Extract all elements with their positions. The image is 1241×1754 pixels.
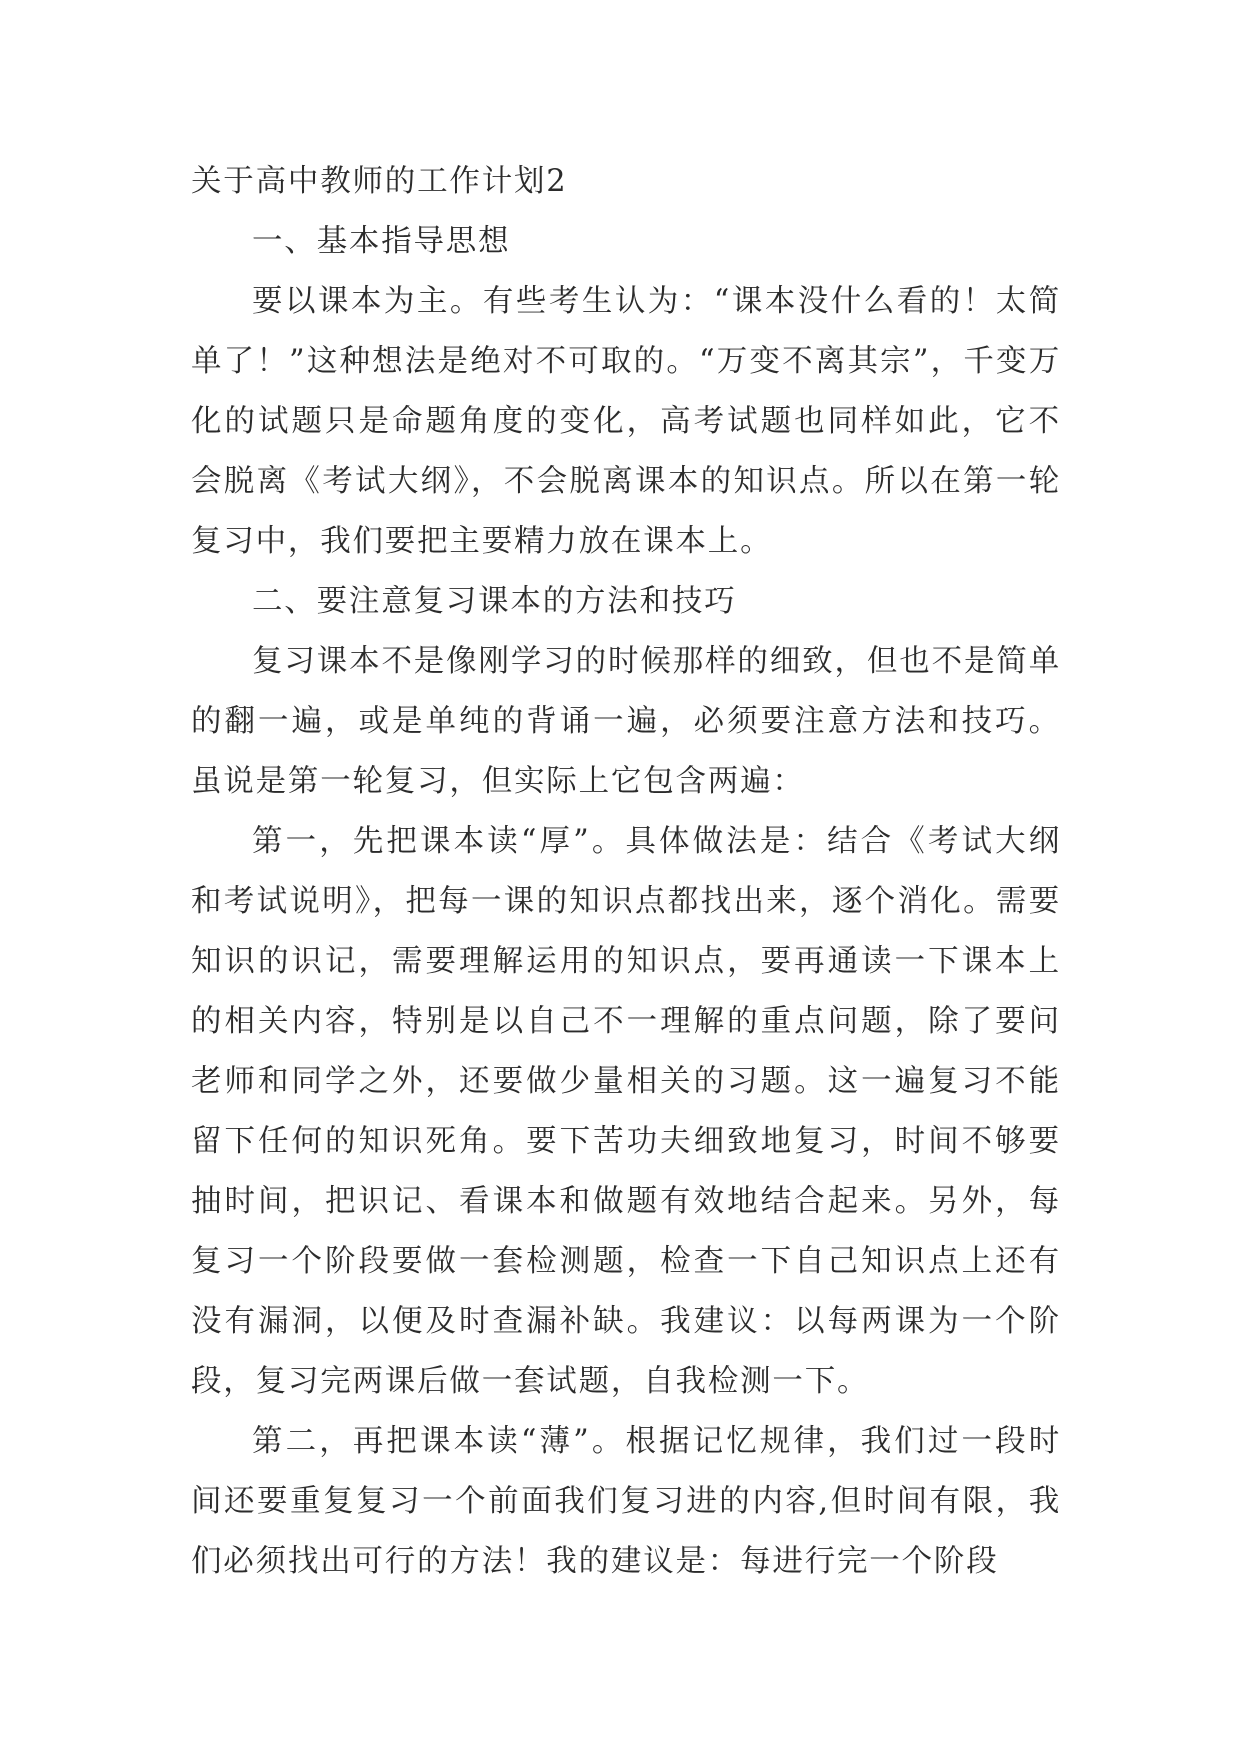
section-heading-review-methods: 二、要注意复习课本的方法和技巧 xyxy=(252,584,737,619)
document-title: 关于高中教师的工作计划2 xyxy=(191,164,568,199)
paragraph-textbook-focus: 要以课本为主。有些考生认为：“课本没什么看的！太简单了！”这种想法是绝对不可取的。“万变不离其宗”，千变万化的试题只是命题角度的变化，高考试题也同样如此，它不会脱离《考试大纲》，不会脱离课本的知识点。所以在第一轮复习中，我们要把主要精力放在课本上。 xyxy=(191,284,1061,559)
paragraph-read-thick: 第一，先把课本读“厚”。具体做法是：结合《考试大纲和考试说明》，把每一课的知识点都找出来，逐个消化。需要知识的识记，需要理解运用的知识点，要再通读一下课本上的相关内容，特别是以自己不一理解的重点问题，除了要问老师和同学之外，还要做少量相关的习题。这一遍复习不能留下任何的知识死角。要下苦功夫细致地复习，时间不够要抽时间，把识记、看课本和做题有效地结合起来。另外，每复习一个阶段要做一套检测题，检查一下自己知识点上还有没有漏洞，以便及时查漏补缺。我建议：以每两课为一个阶段，复习完两课后做一套试题，自我检测一下。 xyxy=(191,824,1061,1399)
document-body xyxy=(191,152,1061,1592)
paragraph-review-approach: 复习课本不是像刚学习的时候那样的细致，但也不是简单的翻一遍，或是单纯的背诵一遍，必须要注意方法和技巧。虽说是第一轮复习，但实际上它包含两遍： xyxy=(191,644,1061,799)
paragraph-read-thin: 第二，再把课本读“薄”。根据记忆规律，我们过一段时间还要重复复习一个前面我们复习进的内容,但时间有限，我们必须找出可行的方法！我的建议是：每进行完一个阶段 xyxy=(191,1424,1061,1579)
section-heading-basic-guiding-idea: 一、基本指导思想 xyxy=(252,224,511,259)
